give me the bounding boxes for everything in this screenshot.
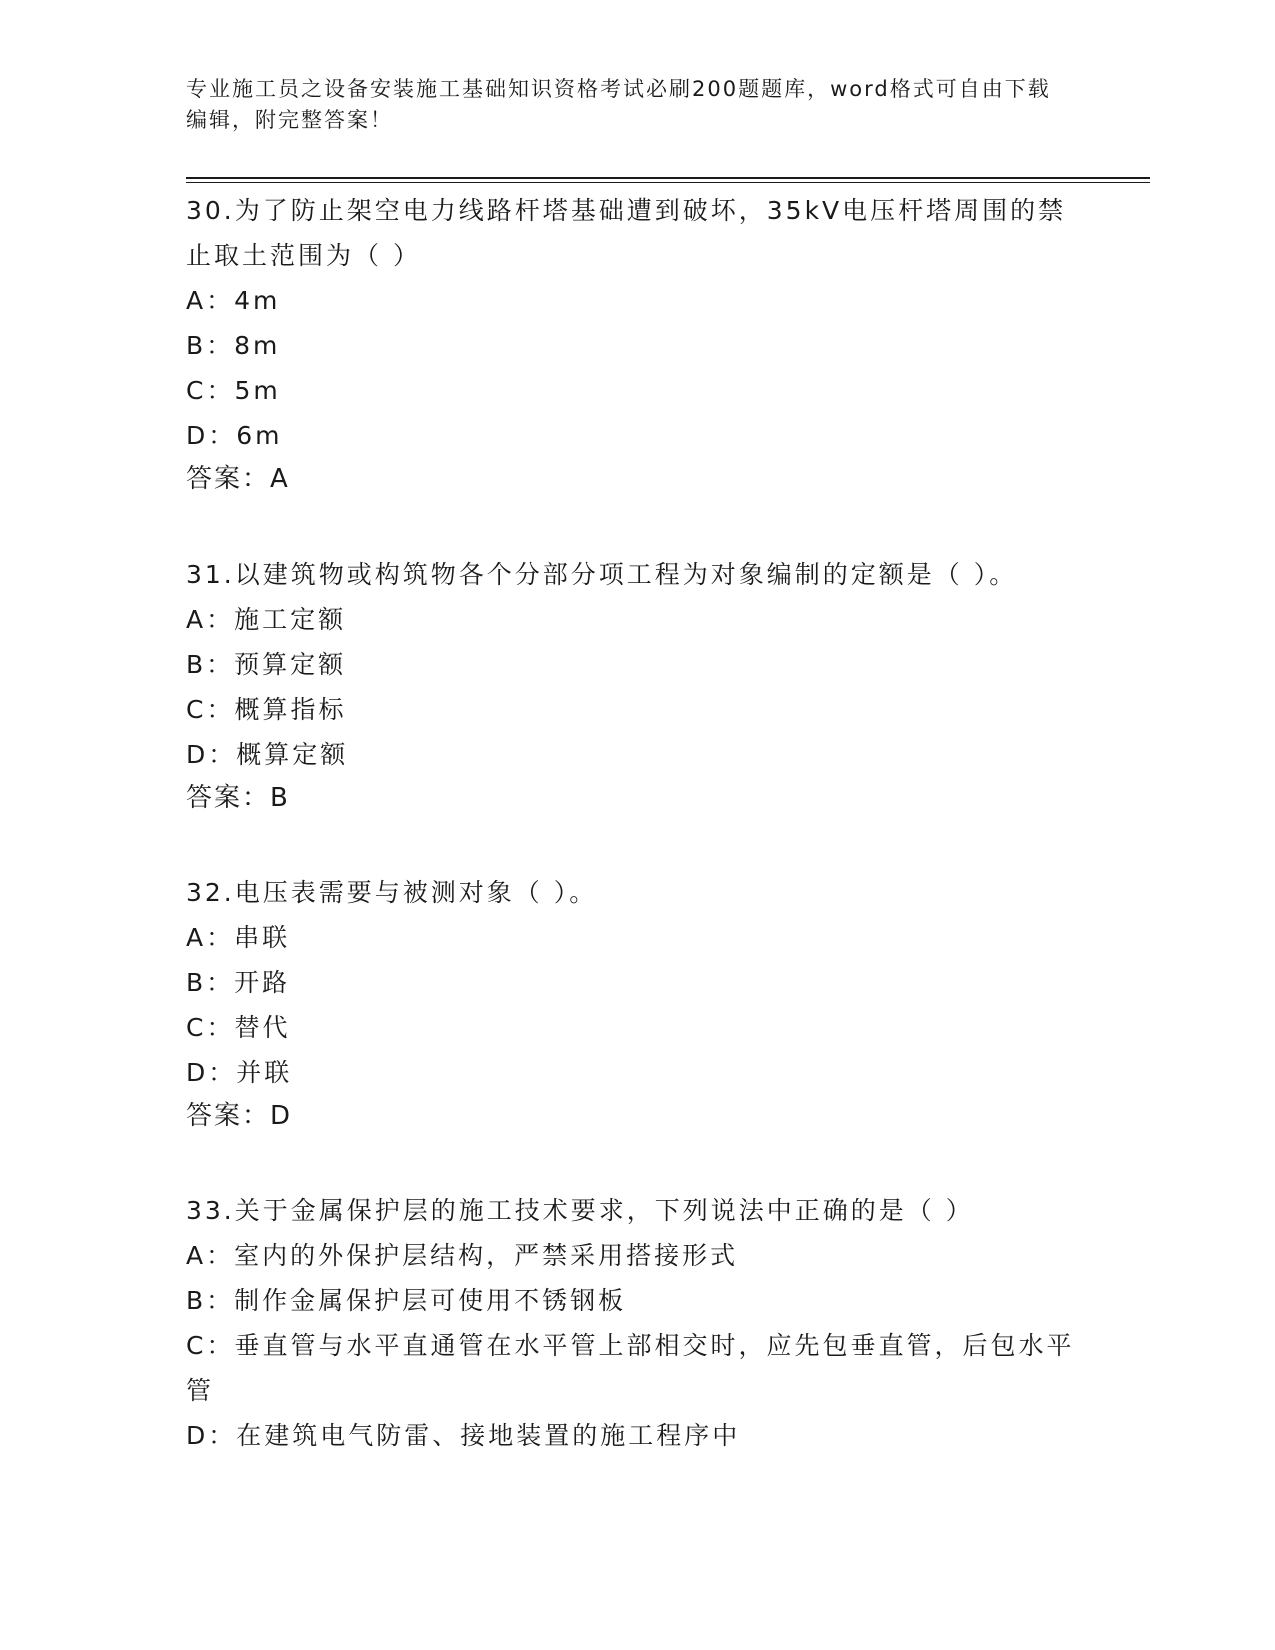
option-d: D：在建筑电气防雷、接地装置的施工程序中 — [186, 1421, 741, 1450]
answer: 答案：D — [186, 1101, 293, 1131]
header-divider-thin — [186, 182, 1150, 183]
option-a: A：4m — [186, 286, 281, 315]
option-b: B：预算定额 — [186, 650, 347, 679]
option-a: A：施工定额 — [186, 605, 347, 634]
question-stem: 32.电压表需要与被测对象（ ）。 — [186, 878, 598, 907]
option-c: C：垂直管与水平直通管在水平管上部相交时，应先包垂直管，后包水平管 — [186, 1331, 1075, 1405]
header-divider-thick — [186, 177, 1150, 179]
option-a: A：室内的外保护层结构，严禁采用搭接形式 — [186, 1241, 739, 1270]
option-c: C：替代 — [186, 1013, 291, 1042]
option-d: D：并联 — [186, 1058, 293, 1087]
option-c: C：概算指标 — [186, 695, 347, 724]
option-d: D：概算定额 — [186, 740, 349, 769]
question-31 — [186, 552, 1086, 819]
question-stem: 31.以建筑物或构筑物各个分部分项工程为对象编制的定额是（ ）。 — [186, 560, 1018, 589]
option-d: D：6m — [186, 421, 283, 450]
option-b: B：开路 — [186, 968, 291, 997]
option-a: A：串联 — [186, 923, 291, 952]
option-b: B：8m — [186, 331, 281, 360]
question-32 — [186, 870, 1086, 1137]
answer: 答案：A — [186, 464, 290, 494]
question-stem: 30.为了防止架空电力线路杆塔基础遭到破坏，35kV电压杆塔周围的禁止取土范围为（ ） — [186, 196, 1067, 270]
question-33 — [186, 1188, 1086, 1458]
question-30 — [186, 188, 1086, 500]
option-c: C：5m — [186, 376, 281, 405]
answer: 答案：B — [186, 783, 290, 813]
question-stem: 33.关于金属保护层的施工技术要求，下列说法中正确的是（ ） — [186, 1196, 974, 1225]
option-b: B：制作金属保护层可使用不锈钢板 — [186, 1286, 627, 1315]
document-header: 专业施工员之设备安装施工基础知识资格考试必刷200题题库，word格式可自由下载编辑，附完整答案！ — [186, 77, 1051, 132]
